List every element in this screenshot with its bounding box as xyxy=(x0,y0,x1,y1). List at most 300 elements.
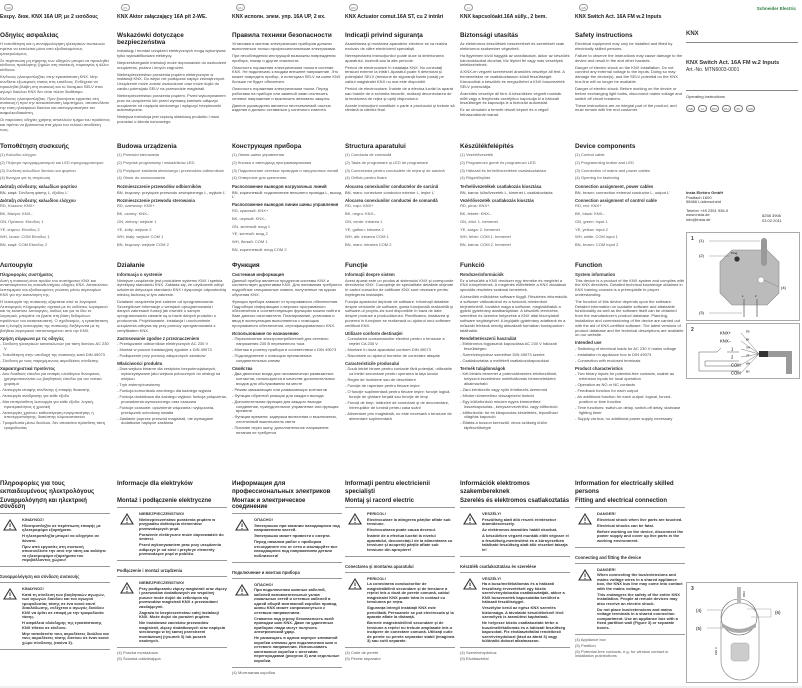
danger-warning xyxy=(117,577,227,648)
paragraph: GN, verde: intrarea 1 xyxy=(345,218,383,224)
subheading: Χρήση σύμφωνα με τις οδηγίες xyxy=(0,335,65,341)
wire-color-label: BN xyxy=(746,370,750,374)
figure-number: 1 xyxy=(691,236,694,242)
subheading: Intended use xyxy=(575,340,602,346)
schneider-logo xyxy=(756,6,796,11)
paragraph: Ez a készülék a KNX rendszer egy terméke és megfelel a KNX irányelveinek. A megértés előfeltétele a KNX oktatások speciális részletes szakmai ismeretek. xyxy=(460,277,567,293)
danger-warning xyxy=(232,579,342,668)
paragraph: Funcţia aparatului depinde de software. Informaţii detaliate despre versiunile de software, gama funcţională realizabilă şi software-ul propriu-zis sunt disponibile în baza de date despre produse a producătorului. Planificarea, instalarea şi punerea în funcţiune se realizează cu ajutorul unui software certificat KNX. xyxy=(345,298,453,328)
figure-2-wiring xyxy=(686,323,800,379)
danger-text: Ηλεκτροπληξία σε περίπτωση επαφής με ηλεκτροφόρα εξαρτήματα. xyxy=(22,522,101,532)
paragraph: (3) Przyłącze zasilania sieciowego i przewodów odbiorników xyxy=(117,167,224,173)
warning-triangle-icon xyxy=(578,569,592,581)
wiring-drawing xyxy=(687,324,801,380)
section-top xyxy=(345,32,455,115)
wire-color-label: BK xyxy=(746,338,750,342)
wire xyxy=(741,330,759,354)
list-item: - Функция обратной реакции для каждого выхода xyxy=(232,392,324,398)
product-title: KNX Actuator comut.16A ST, cu 2 intrări xyxy=(345,14,444,20)
paragraph: Instalację i montaż urządzeń elektrycznych mogą wykonywać tylko wykwalifikowani elektrycy. xyxy=(117,48,226,58)
section-heading: Function xyxy=(575,262,602,269)
paragraph: Η λειτουργία της συσκευής εξαρτάται από το λογισμικό. Λεπτομερείς πληροφορίες σχετικά με τις εκδόσεις λογισμικού και τις εκάστοτε λειτουργίες, καθώς και για το ίδιο το λογισμικό, μπορείτε να βρείτε στη βάση δεδομένων προϊόντων του κατασκευαστή. Ο σχεδιασμός, η εγκατάσταση και η έναρξη λειτουργίας της συσκευής διεξάγονται με τη βοήθεια λογισμικού πιστοποιημένου από την KNX. xyxy=(0,298,108,333)
section-heading: Structura aparatului xyxy=(345,143,406,150)
skilled-heading: Information for electrically skilled persons xyxy=(575,480,674,495)
fitting-heading: Συναρμολόγηση και ηλεκτρική σύνδεση xyxy=(0,498,110,514)
warning-triangle-icon xyxy=(578,513,592,525)
subheading: Caracteristicile produsului xyxy=(345,360,400,366)
list-item: - Питание через шину, дополнительное напряжение питания не требуется xyxy=(232,425,329,435)
danger-warning xyxy=(232,514,342,563)
danger-label: ОПАСНО! xyxy=(254,581,273,587)
website: www.insta.de xyxy=(686,212,710,218)
list-item: - Szerelvénydoboz szerelése DIN 49073 szerint xyxy=(460,351,545,357)
product-name: KNX Switch Act. 16A FM w.2 Inputs xyxy=(686,60,780,66)
paragraph: Установка и монтаж электрических приборов должны выполняться только профессиональными электриками. xyxy=(232,41,337,51)
paragraph: WH, alb: intrarea COM 1 xyxy=(345,234,389,240)
list-item: - Alimentare prin magistrală, nu este necesară o tensiune de alimentare suplimentară xyxy=(345,410,452,421)
list-item: - Дополнительная функция для каждого выхода: соединение, принудительное управление или функция времени xyxy=(232,398,339,414)
subheading: System information xyxy=(575,272,616,277)
skilled-heading: Πληροφορίες για τους εκπαιδευμένους ηλεκτρολόγους xyxy=(0,480,95,495)
subheading: Использование по назначению xyxy=(232,330,299,336)
appliance-box-drawing xyxy=(687,583,799,684)
danger-text: Porażenie elektryczne może doprowadzić do śmierci. xyxy=(139,531,224,541)
subheading: Vezérlővezeték csatlakozás kiosztás xyxy=(460,197,535,203)
section-components xyxy=(345,143,455,251)
paragraph: (4) Rögzítőnyílás xyxy=(460,175,491,181)
paragraph: BK, черный: KNX– xyxy=(232,215,267,221)
subheading: Διάταξη σύνδεσης καλωδίου ελέγχου xyxy=(0,197,76,203)
paragraph: (2) Programozó gomb és programozó LED xyxy=(460,159,536,165)
subheading: Χαρακτηριστικά προϊόντος xyxy=(0,365,56,371)
danger-warning xyxy=(575,508,685,548)
danger-text: При подключении шинных кабелей, кабелей вспомогательных узлов локальных сетей и сетевых кабелей в одной общей монтажной коробке провод шины KNX может соприкоснуться с сетевым напряжением. xyxy=(254,587,337,615)
language-badge: RO xyxy=(349,4,358,11)
paragraph: (3) Hálózati és terhelővezetékek csatlakoztatása xyxy=(460,167,546,173)
danger-warning xyxy=(460,508,570,557)
section-heading: Safety instructions xyxy=(575,32,633,39)
paragraph: WH, biały: wejście COM 1 xyxy=(117,234,164,240)
list-item: - Τοποθέτηση στην υποδοχή της συσκευής κατά DIN 49073 xyxy=(0,351,105,357)
list-item: - An additional function for each output: logical, forced-position or time function xyxy=(575,393,672,404)
email: info@insta.de xyxy=(686,216,711,222)
wire-l-out: L' xyxy=(755,294,758,298)
list-item: - Funcţie de raportare pentru fiecare ieşire xyxy=(345,383,420,389)
list-item: - Podłączenie przy pomocy załączonych zacisków xyxy=(117,353,206,359)
legend-item: (4) Puszka montażowa xyxy=(117,650,158,655)
subheading: Zastosowanie zgodne z przeznaczeniem xyxy=(117,335,200,341)
list-item: - Operation as NO or NC contacts xyxy=(575,381,636,387)
legend-item: (4) Appliance box xyxy=(575,636,606,642)
section-skilled-persons xyxy=(575,480,685,660)
list-item: - Csatlakoztatás a mellékelt csatlakozókapcsokkal xyxy=(460,357,549,363)
language-code: GR xyxy=(746,105,755,112)
doc-type: Operating instructions xyxy=(686,94,725,99)
danger-text: Πριν από εργασίες στη συσκευή αποσυνδέστε την από την τάση και καλύψτε τα ηλεκτροφόρα εξαρτήματα του περιβάλλοντος χώρου! xyxy=(22,543,107,562)
list-item: - Функции времени: задержка включения и выключения, лестничный выключатель света xyxy=(232,414,337,425)
connect-heading: Connecting and fitting the device xyxy=(575,551,685,564)
paragraph: Niniejsza instrukcja jest częścią składową produktu i musi pozostać u klienta końcowego. xyxy=(117,114,220,125)
subheading: Connection assignment, power cables xyxy=(575,184,654,190)
paragraph: WH, λευκό: COM Είσοδος 1 xyxy=(0,234,50,240)
language-code: PL xyxy=(734,105,743,112)
warning-triangle-icon xyxy=(348,513,362,525)
paragraph: Данное руководство является неотъемлемой частью изделия и должно оставаться у конечного клиента. xyxy=(232,102,331,113)
list-item: - Two binary inputs for potential-free contacts, usable as extension inputs for local operation xyxy=(575,371,675,381)
subheading: Rendszerinformációk xyxy=(460,272,504,277)
paragraph: (1) Przewód sterowania xyxy=(117,152,160,157)
warning-triangle-icon xyxy=(235,584,249,596)
paragraph: Áramütés veszélye áll fent. A készüléken végzett munkák előtt vagy a fényforrás cseréjekor kapcsolja ki a hálózati feszültséget és kapcsolja le a biztosító automatát. xyxy=(460,90,562,106)
list-item: - Funkcja dodatkowa dla każdego wyjścia: funkcja połączenia, prowadzenia wymuszonego oraz czasowa xyxy=(117,393,227,404)
connect-heading: Conectarea şi montarea aparatului xyxy=(345,560,455,573)
paragraph: RD, piros: KNX+ xyxy=(460,203,490,209)
section-heading: Wskazówki dotyczące bezpieczeństwa xyxy=(117,32,184,46)
paragraph: Danger of electric shock on the KNX installation. Do not connect any external voltage to the inputs. Doing so may damage the device(s), and the SELV potential on the KNX bus line will no longer be available. xyxy=(575,64,678,84)
subheading: Расположение выводов нагрузочных линий xyxy=(232,184,327,190)
language-badge: PL xyxy=(121,4,130,11)
terminal-label: COM xyxy=(731,362,741,368)
list-item: - Funkcje czasowe: opóźnienie włączania i wyłączania, przełącznik schodowy światła xyxy=(117,404,215,415)
paragraph: The function of this device depends upon the software. Detailed information on loadable software and attainable functionality as well as the software itself can be obtained from the manufacturer's product database. Planning, installation and commissioning of the device are carried out with the aid of KNX-certified software. The latest versions of product database and the technical descriptions are available on our website. xyxy=(575,298,684,338)
paragraph: YE, κίτρινο: Είσοδος 2 xyxy=(0,226,40,232)
product-title: KNX Aktor załączający 16A p/t 2-WE. xyxy=(117,14,207,20)
subheading: Informaţii despre sistem xyxy=(345,272,395,277)
system-label: KNX xyxy=(686,31,699,37)
section-skilled-persons xyxy=(117,480,227,663)
language-code: RU xyxy=(722,105,731,112)
list-item: - Λειτουργίες χρόνου: καθυστέρηση ενεργοποίησης ή απενεργοποίησης, διακόπτης κλιμακοστασίου xyxy=(0,409,94,420)
paragraph: Αυτή η συσκευή είναι προϊόν του συστήματος KNX και ανταποκρίνεται τις κατευθυντήριες οδηγίες KNX. Απαιτούνται λεπτομερείς και εξειδικευμένες γνώσεις μέσω σεμιναρίων KNX για την κατανόηση της. xyxy=(0,277,108,297)
callout-6: (6) xyxy=(775,610,781,615)
section-heading: Funcţie xyxy=(345,262,368,269)
language-code: RO xyxy=(710,105,719,112)
paragraph: RD, roşu: KNX+ xyxy=(345,203,374,209)
list-item: - Μια επιπρόσθετη λειτουργία για κάθε έξοδο: λογική, προτεραιότητας ή χρονική xyxy=(0,398,94,409)
section-top xyxy=(460,32,570,120)
paragraph: YE, желтый: вход 2 xyxy=(232,231,268,237)
section-function xyxy=(232,262,342,437)
danger-label: DANGER! xyxy=(597,511,616,516)
product-title: KNX исполн. элем. упр. 16A UP, 2 вх. xyxy=(232,14,326,20)
danger-text: Niebezpieczeństwo porażenia prądem w przypadku dotknięcia elementów przewodzących prąd. xyxy=(139,516,216,531)
prog-label: Prog xyxy=(731,251,738,255)
skilled-heading: Információk elektromos szakembereknek xyxy=(460,480,530,495)
danger-text: Электрошок при касании находящихся под напряжением частей. xyxy=(254,522,340,532)
legend-item: (5) Perete separator xyxy=(345,656,381,661)
figure-1-device xyxy=(686,232,800,321)
list-item: - Minden kimenethez visszajelzési funkció xyxy=(460,392,535,398)
section-heading: Funkció xyxy=(460,262,485,269)
paragraph: Κίνδυνος ηλεκτροπληξίας. Πριν ξεκινήσετε εργασίες στη συσκευή ή πριν την αντικατάσταση λαμπτήρων, αποσυνδέστε την τάση ηλεκτρικού δικτύου και απενεργοποιήστε τον ασφαλειοδιακόπτη. xyxy=(0,95,110,115)
danger-text: Electrical shocks can be fatal. xyxy=(597,522,654,528)
paragraph: (3) Conexiunea pentru conductele de reţea şi de sarcină xyxy=(345,167,445,173)
language-badge: RU xyxy=(236,4,245,11)
paragraph: RD, Κόκκινο: KNX+ xyxy=(0,203,35,209)
subheading: Alocarea conexiunilor conductelor de sarcină xyxy=(345,184,439,190)
paragraph: WH, white: COM input 1 xyxy=(575,234,618,240)
paragraph: (1) Control cable xyxy=(575,152,605,157)
danger-warning xyxy=(345,573,455,649)
danger-text: Before working on the device, disconnect the power supply and cover up live parts in the working environment. xyxy=(597,528,684,543)
danger-text: Do not place bus/extensions and mains voltage terminals in a shared connection compartment. Use an appliance box with a fixed partition wall (Figure 3) or separate boxes. xyxy=(597,606,678,630)
danger-text: Az elektromos áramütés halált okozhat. xyxy=(482,527,558,532)
danger-warning xyxy=(345,508,455,557)
danger-label: VESZÉLY! xyxy=(482,511,502,516)
wire-color-label: YE xyxy=(746,354,750,358)
callout-4: (4) xyxy=(696,608,702,613)
paragraph: WH, белый: COM 1 xyxy=(232,239,268,245)
paragraph: Aceste instrucţiuni constituie o parte a produsului şi trebuie să rămână la clientul final. xyxy=(345,102,455,113)
danger-warning xyxy=(460,573,570,649)
paragraph: (2) Πλήκτρο προγραμματισμού και LED προγραμματισμού xyxy=(0,159,104,165)
subheading: Termék tulajdonságok xyxy=(460,365,506,371)
paragraph: BN, maro: intrarea COM 2 xyxy=(345,242,392,248)
list-item: - Dwa wejścia binarne dla zestyków bezpotencjałowych, wykorzystywane jako wejścia pobocznych do obsługi na miejscu xyxy=(117,366,221,381)
bus-label: KNX xyxy=(742,590,746,597)
paragraph: Σε περίπτωση μη τήρησης των οδηγιών μπορεί να προκληθεί κίνδυνος πρόκλησης ζημιών στη συσκευή, πυρκαγιάς ή άλλοι κίνδυνοι. xyxy=(0,57,109,73)
list-item: - Λειτουργία ανάδρασης για κάθε έξοδο xyxy=(0,392,70,398)
subheading: Системная информация xyxy=(232,272,284,277)
subheading: Product characteristics xyxy=(575,365,623,371)
subheading: Informacja o systemie xyxy=(117,272,163,277)
list-item: - Montaż w puszce instalacyjnej zgodnie z DIN 49073 xyxy=(117,347,212,353)
paragraph: (4) Orificiu pentru fixare xyxy=(345,175,387,181)
connect-heading: Συναρμολόγηση και σύνδεση συσκευής xyxy=(0,570,110,583)
section-skilled-persons xyxy=(0,480,110,653)
list-item: - Időfunkciók: be és kikapcsolás késleltetés, lépcsőházi világítás kapcsoló xyxy=(460,409,558,420)
list-item: - Racordare cu ajutorul bornelor de conectare ataşate xyxy=(345,353,440,359)
warning-triangle-icon xyxy=(3,588,17,600)
warning-triangle-icon xyxy=(235,519,249,531)
subheading: Свойства xyxy=(232,365,253,371)
paragraph: (3) Connection of mains and power cables xyxy=(575,167,650,173)
paragraph: (1) Линия шины управления xyxy=(232,152,285,157)
fitting-heading: Fitting and electrical connection xyxy=(575,498,685,508)
danger-text: A készüléken végzett munkák előtt végezze el a feszültség-mentesítést és a környezetben található feszültség alatt álló részeket takarja le! xyxy=(482,533,569,552)
address-line: Postfach 1600 xyxy=(686,194,712,200)
danger-text: Nie instalować zacisków przewodów magistrali, złączy dodatkowych oraz napięcia sieciowego w tej samej przestrzeni montażowej (rysunek 3) lub puszek osobnych. xyxy=(139,620,226,643)
paragraph: BK, fekete: KNX– xyxy=(460,210,492,216)
danger-text: Bornele magistralei/linii secundare şi de tensiune a reţelei nu trebuie amplasate într-o încăpere de conectare comună. Utilizaţi cutie de perete cu perete separator stabil (imaginea 3) sau cutii separate. xyxy=(367,620,455,643)
callout-4: (4) xyxy=(781,285,786,290)
danger-warning xyxy=(0,514,110,567)
document-number: 8258 3906 xyxy=(762,213,781,218)
fitting-heading: Монтаж и электрическое соединение xyxy=(232,498,342,514)
paragraph: (3) Подключение сетевых проводов и нагрузочных линий xyxy=(232,167,339,173)
section-components xyxy=(117,143,227,251)
list-item: - Connection with enclosed terminals xyxy=(575,357,641,363)
paragraph: (4) Отверстие для крепления xyxy=(232,175,287,181)
paragraph: BN, barna: COM 2. bemenet xyxy=(460,242,511,248)
subheading: Właściwości produktu xyxy=(117,360,163,366)
paragraph: BN, καφέ: Σύνδεση φάσης L, έξοδος L' xyxy=(0,189,69,195)
terminal-label: 2 xyxy=(731,354,734,360)
language-badge: GB xyxy=(579,4,588,11)
section-components xyxy=(0,143,110,251)
paragraph: (4) Otwór do zamocowania xyxy=(117,175,165,181)
paragraph: Niebezpieczeństwo porażenia prądem elektrycznym w instalacji KNX. Do wejść nie podłączać napięć zewnętrznych. Urządzenie może zostać uszkodzone oraz może dojść do zaniku potencjału SELV na przewodzie magistrali. xyxy=(117,71,226,91)
list-item: - Regim de închidere sau de deschidere xyxy=(345,377,416,383)
paragraph: GN, zielony: wejście 1 xyxy=(117,218,157,224)
danger-label: ΚΙΝΔΥΝΟΣ! xyxy=(22,517,44,522)
paragraph: Κίνδυνος ηλεκτροπληξίας στην εγκατάσταση KNX. Μην συνδέετε εξωτερικές τάσεις στις εισόδους. Ενδέχεται να προκληθεί βλάβη στη συσκευή και το δυναμικό SELV στον αγωγό διαύλου KNX δεν είναι πλέον διαθέσιμο. xyxy=(0,74,104,94)
language-code: GB xyxy=(686,105,695,112)
list-item: - Σύνδεση ηλεκτρικών καταναλωτών για τάση δικτύου AC 230 V xyxy=(0,341,109,351)
list-item: - Egy különfunkció minden egyes kimenethez: összekapcsolás-, kényszervezérlési- vagy időfunkció xyxy=(460,398,558,409)
warning-triangle-icon xyxy=(348,578,362,590)
language-list xyxy=(686,105,755,112)
list-item: - Feedback function for each output xyxy=(575,387,638,393)
list-item: - Монтаж в розетку прибора в соответствии с DIN 49073 xyxy=(232,347,337,353)
list-item: - Режим замыкающих или размыкающих контактов xyxy=(232,386,327,392)
subheading: Connection assignment of control cable xyxy=(575,197,657,203)
danger-label: ОПАСНО! xyxy=(254,517,273,522)
paragraph: BN, brown: connection external conductor L, output L' xyxy=(575,189,671,195)
paragraph: Nieprzestrzeganie instrukcji może doprowadzić do uszkodzeń urządzenia, pożaru i innych zagrożeń. xyxy=(117,59,227,70)
subheading: Alocarea conexiunilor conductei de comandă xyxy=(345,197,438,203)
brand-name: Schneider Electric xyxy=(756,6,796,11)
address-line: 58466 Lüdenscheid xyxy=(686,199,721,205)
danger-warning xyxy=(575,564,685,635)
paragraph: (2) Przycisk programowy i wskaźników LED xyxy=(117,159,195,165)
danger-text: Ha a busz/mellékállomás és a hálózati feszültség érvezetékeit egy közös szerelvénydobozba csatlakoztatják, akkor a KNX buszvezeték kapcsolatba kerülhet a hálózati feszültséggel. xyxy=(482,581,565,604)
paragraph: (2) Кнопка и светодиод программирования xyxy=(232,159,312,165)
warning-triangle-icon xyxy=(463,513,477,525)
danger-label: VESZÉLY! xyxy=(482,575,502,581)
list-item: - Installation in appliance box to DIN 49073 xyxy=(575,351,652,357)
paragraph: Failure to observe the instructions may cause damage to the device and result in fire and other hazards. xyxy=(575,52,683,63)
danger-text: Η ασφάλεια ολόκληρης της εγκατάστασης KNX τίθεται σε κίνδυνο. xyxy=(22,620,102,630)
paragraph: YE, sárga: 2. bemenet xyxy=(460,226,500,232)
list-item: - Switching of electrical loads for AC 230 V mains voltage xyxy=(575,345,677,351)
danger-text: Zagraża to bezpieczeństwu całej instalacji KNX. Może dojść do porażeń prądem. xyxy=(139,609,219,619)
section-heading: Правила техники безопасности xyxy=(232,32,332,39)
paragraph: Niniejsze urządzenie jest produktem systemu KNX i spełnia dyrektywy standardu KNX. Zakłada się, że użytkownik odbył szkolenia dotyczące standardu KNX i dysponuje odpowiednią wiedzą fachową w tym zakresie. xyxy=(117,277,226,297)
danger-text: Ne helyezze közös csatlakoztató térbe a busz/mellékállomás és a hálózati feszültség kapcsokat. Fix elválasztófallal rendelkező szerelvénydobozt (lásd az ábrát 3) vagy különálló dobozt alkalmazzon. xyxy=(482,620,566,643)
warning-triangle-icon xyxy=(120,513,134,525)
warning-triangle-icon xyxy=(120,582,134,594)
danger-text: Ставится под угрозу безопасность всей проводки шин KNX. Даже на удаленных приборах люди могут получить электрический удар. xyxy=(254,615,334,634)
company-block xyxy=(686,191,798,223)
terminal-label: 1 xyxy=(731,346,734,352)
paragraph: BN, brązowy: wejście COM 2 xyxy=(117,242,169,248)
danger-label: PERICOL! xyxy=(367,575,387,581)
fitting-heading: Montaż i podłączenie elektryczne xyxy=(117,498,227,508)
paragraph: A KNX-en végzett szerelésnél áramütés veszélye áll fent. A bemenetekre ne csatlakoztasson külső feszültséget. Károsodhat a készülék és megszűnhet a KNX buszvezeték SELV potenciálja. xyxy=(460,69,565,89)
wire xyxy=(741,346,759,354)
danger-text: When connecting the bus/extensions and mains voltage wires in a shared appliance box, the KNX bus line may come into contact with the mains voltage. xyxy=(597,572,683,591)
paragraph: Działanie urządzenia jest zależne od oprogramowania. Szczegółowe informacje o wersjach oprogramowania i danych zakresach funkcji jak również o samym oprogramowaniu zawarte są w bazie danych produktu u producenta. Projektowanie, instalacja i uruchomienie urządzenia odbywa się przy pomocy oprogramowania z certyfikatem KNX. xyxy=(117,298,216,333)
section-top xyxy=(232,32,342,115)
language-badge: H xyxy=(464,4,473,11)
paragraph: BK, czarny: KNX– xyxy=(117,210,150,216)
warning-triangle-icon xyxy=(463,578,477,590)
list-item: - Funcţii de timp: întârzieri de conectare şi de deconectare, întrerupător de lumină pentru casa scării xyxy=(345,399,450,410)
terminal-label: KNX+ xyxy=(720,330,732,336)
paragraph: This device is a product of the KNX system and complies with the KNX directives. Detailed technical knowledge obtained in KNX training courses is a prerequisite to proper understanding. xyxy=(575,277,685,297)
list-item: - Переключение электропотребителей для сетевого напряжения 230 В переменного тока xyxy=(232,336,329,347)
paragraph: Electrical equipment may only be installed and fitted by electrically skilled persons. xyxy=(575,41,673,51)
paragraph: BN, maro: conexiune conductor exterior L, ieşire L' xyxy=(345,189,435,195)
danger-text: Feszültség alatt álló részek érintésekor áramütésveszély. xyxy=(482,516,557,526)
list-item: - Două intrări binare pentru contacte fără potenţial, utilizabile ca intrări secundare pentru operarea la faţa locului xyxy=(345,366,452,377)
product-title: Ενεργ. διακ. KNX 16A UP, με 2 εισόδους xyxy=(0,14,98,20)
legend-item: (4) Szerelvénydoboz xyxy=(460,650,497,655)
danger-text: Siguranţa întregii instalaţii KNX este periclitată. Persoanele se pot electrocuta şi la aparate aflate la distanţă. xyxy=(367,605,454,619)
section-skilled-persons xyxy=(460,480,570,663)
section-heading: Készülékfelépítés xyxy=(460,143,514,150)
list-item: - Montare în doza aparatului conform DIN 49073 xyxy=(345,347,431,353)
company-name: Insta Elektro GmbH xyxy=(686,190,724,195)
danger-label: ΚΙΝΔΥΝΟΣ! xyxy=(22,586,44,591)
section-heading: Indicaţii privind siguranţa xyxy=(345,32,423,39)
section-function xyxy=(117,262,227,427)
danger-text: Electrical shock when live parts are touched. xyxy=(597,516,683,522)
section-function xyxy=(345,262,455,423)
paragraph: Опасность поражения электрическим током в системе KNX. Не подключать к входам внешнее напряжение. Это может повредить прибор, и потенциал SELV на шине KNX больше не будет обеспечен. xyxy=(232,64,341,84)
section-components xyxy=(460,143,570,251)
paragraph: YE, galben: intrarea 2 xyxy=(345,226,384,232)
paragraph: Опасность поражения электрическим током. Перед работами на приборе или заменой ламп отключить сетевое напряжение и выключить автоматы защиты. xyxy=(232,85,331,101)
paragraph: Nerespectarea instrucţiunilor poate duce la deteriorarea aparatului, incendii sau la alte pericole. xyxy=(345,52,444,63)
legend-item: (4) Монтажная коробка xyxy=(232,669,276,675)
callout-2: (2) xyxy=(699,253,704,258)
connect-heading: Készülék csatlakoztatása és szerelése xyxy=(460,560,570,573)
section-top xyxy=(575,32,685,115)
article-number: Art.-No. MTN6003-0001 xyxy=(686,67,740,73)
fitting-heading: Szerelés és elektromos csatlakoztatás xyxy=(460,498,570,508)
section-skilled-persons xyxy=(345,480,455,663)
paragraph: (1) Vezérlővezeték xyxy=(460,152,494,157)
danger-text: Veszélybe kerül az egész KNX szerelés biztonsága. A távolabbi készülékeknél lévő személyek is áramütést kaphatnak. xyxy=(482,605,564,619)
section-function xyxy=(575,262,685,423)
paragraph: (4) Άνοιγμα για τη στερέωση xyxy=(0,175,51,181)
legend-item: (5) Partition xyxy=(575,642,596,648)
paragraph: BN, barna: külsővezeték L, kimenet L csatlakoztatás xyxy=(460,189,553,195)
subheading: Rendeltetésszerű használat xyxy=(460,335,517,341)
danger-text: Przy podłączaniu złączy magistrali oraz złączy i przewodów dodatkowych we wspólnej puszce może dojść do zetknięcia się przewodów magistrali KNX z przewodami zasilającymi. xyxy=(139,585,227,609)
list-item: - Τροφοδοσία μέσω διαύλου, δεν απαιτείται πρόσθετη τάση τροφοδοσίας xyxy=(0,420,105,431)
wire-l: L xyxy=(742,294,744,298)
list-item: - Λειτουργία επαφής σύνδεσης ή επαφής διακοπής xyxy=(0,386,90,392)
paragraph: Ez az útmutató a termék részét képezi és a végső felhasználónál marad. xyxy=(460,107,549,118)
paragraph: GN, зеленый: вход 1 xyxy=(232,223,271,229)
paragraph: (3) Σύνδεση καλωδίων δικτύου και φορτίου xyxy=(0,167,76,173)
paragraph: YE, żółty: wejście 2 xyxy=(117,226,152,232)
divider xyxy=(686,90,798,91)
paragraph: Pericol de electrocutare. Înainte de a efectua lucrări la aparat sau înainte de a schimba becurile, realizaţi deconectarea de la tensiunea de reţea şi opriţi disjunctorul. xyxy=(345,85,454,101)
paragraph: При несоблюдении инструкций возможны повреждения прибора, пожар и другие опасности. xyxy=(232,52,336,63)
paragraph: BK, Μαύρο: KNX– xyxy=(0,210,33,216)
phone: Telefon +49 2351 936-0 xyxy=(686,207,729,213)
section-top xyxy=(117,32,227,127)
subheading: Διάταξη σύνδεσης καλωδίων φορτίου xyxy=(0,184,77,190)
danger-text: This endangers the safety of the entire KNX installation. People at remote devices may also receive an electric shock. xyxy=(597,591,680,606)
danger-warning xyxy=(117,508,227,561)
skilled-heading: Informaţii pentru electricienii specialişti xyxy=(345,480,430,495)
callout-3: (3) xyxy=(699,310,704,315)
paragraph: YE, yellow: input 2 xyxy=(575,226,608,232)
paragraph: (2) Programming button and LED xyxy=(575,159,634,165)
language-code: H xyxy=(698,105,707,112)
section-components xyxy=(232,143,342,256)
section-heading: Конструкция прибора xyxy=(232,143,302,150)
terminal-label: COM xyxy=(731,370,741,376)
divider xyxy=(686,42,798,43)
list-item: - Tryb zwierny/rozwierny xyxy=(117,381,161,387)
section-top xyxy=(0,32,110,134)
